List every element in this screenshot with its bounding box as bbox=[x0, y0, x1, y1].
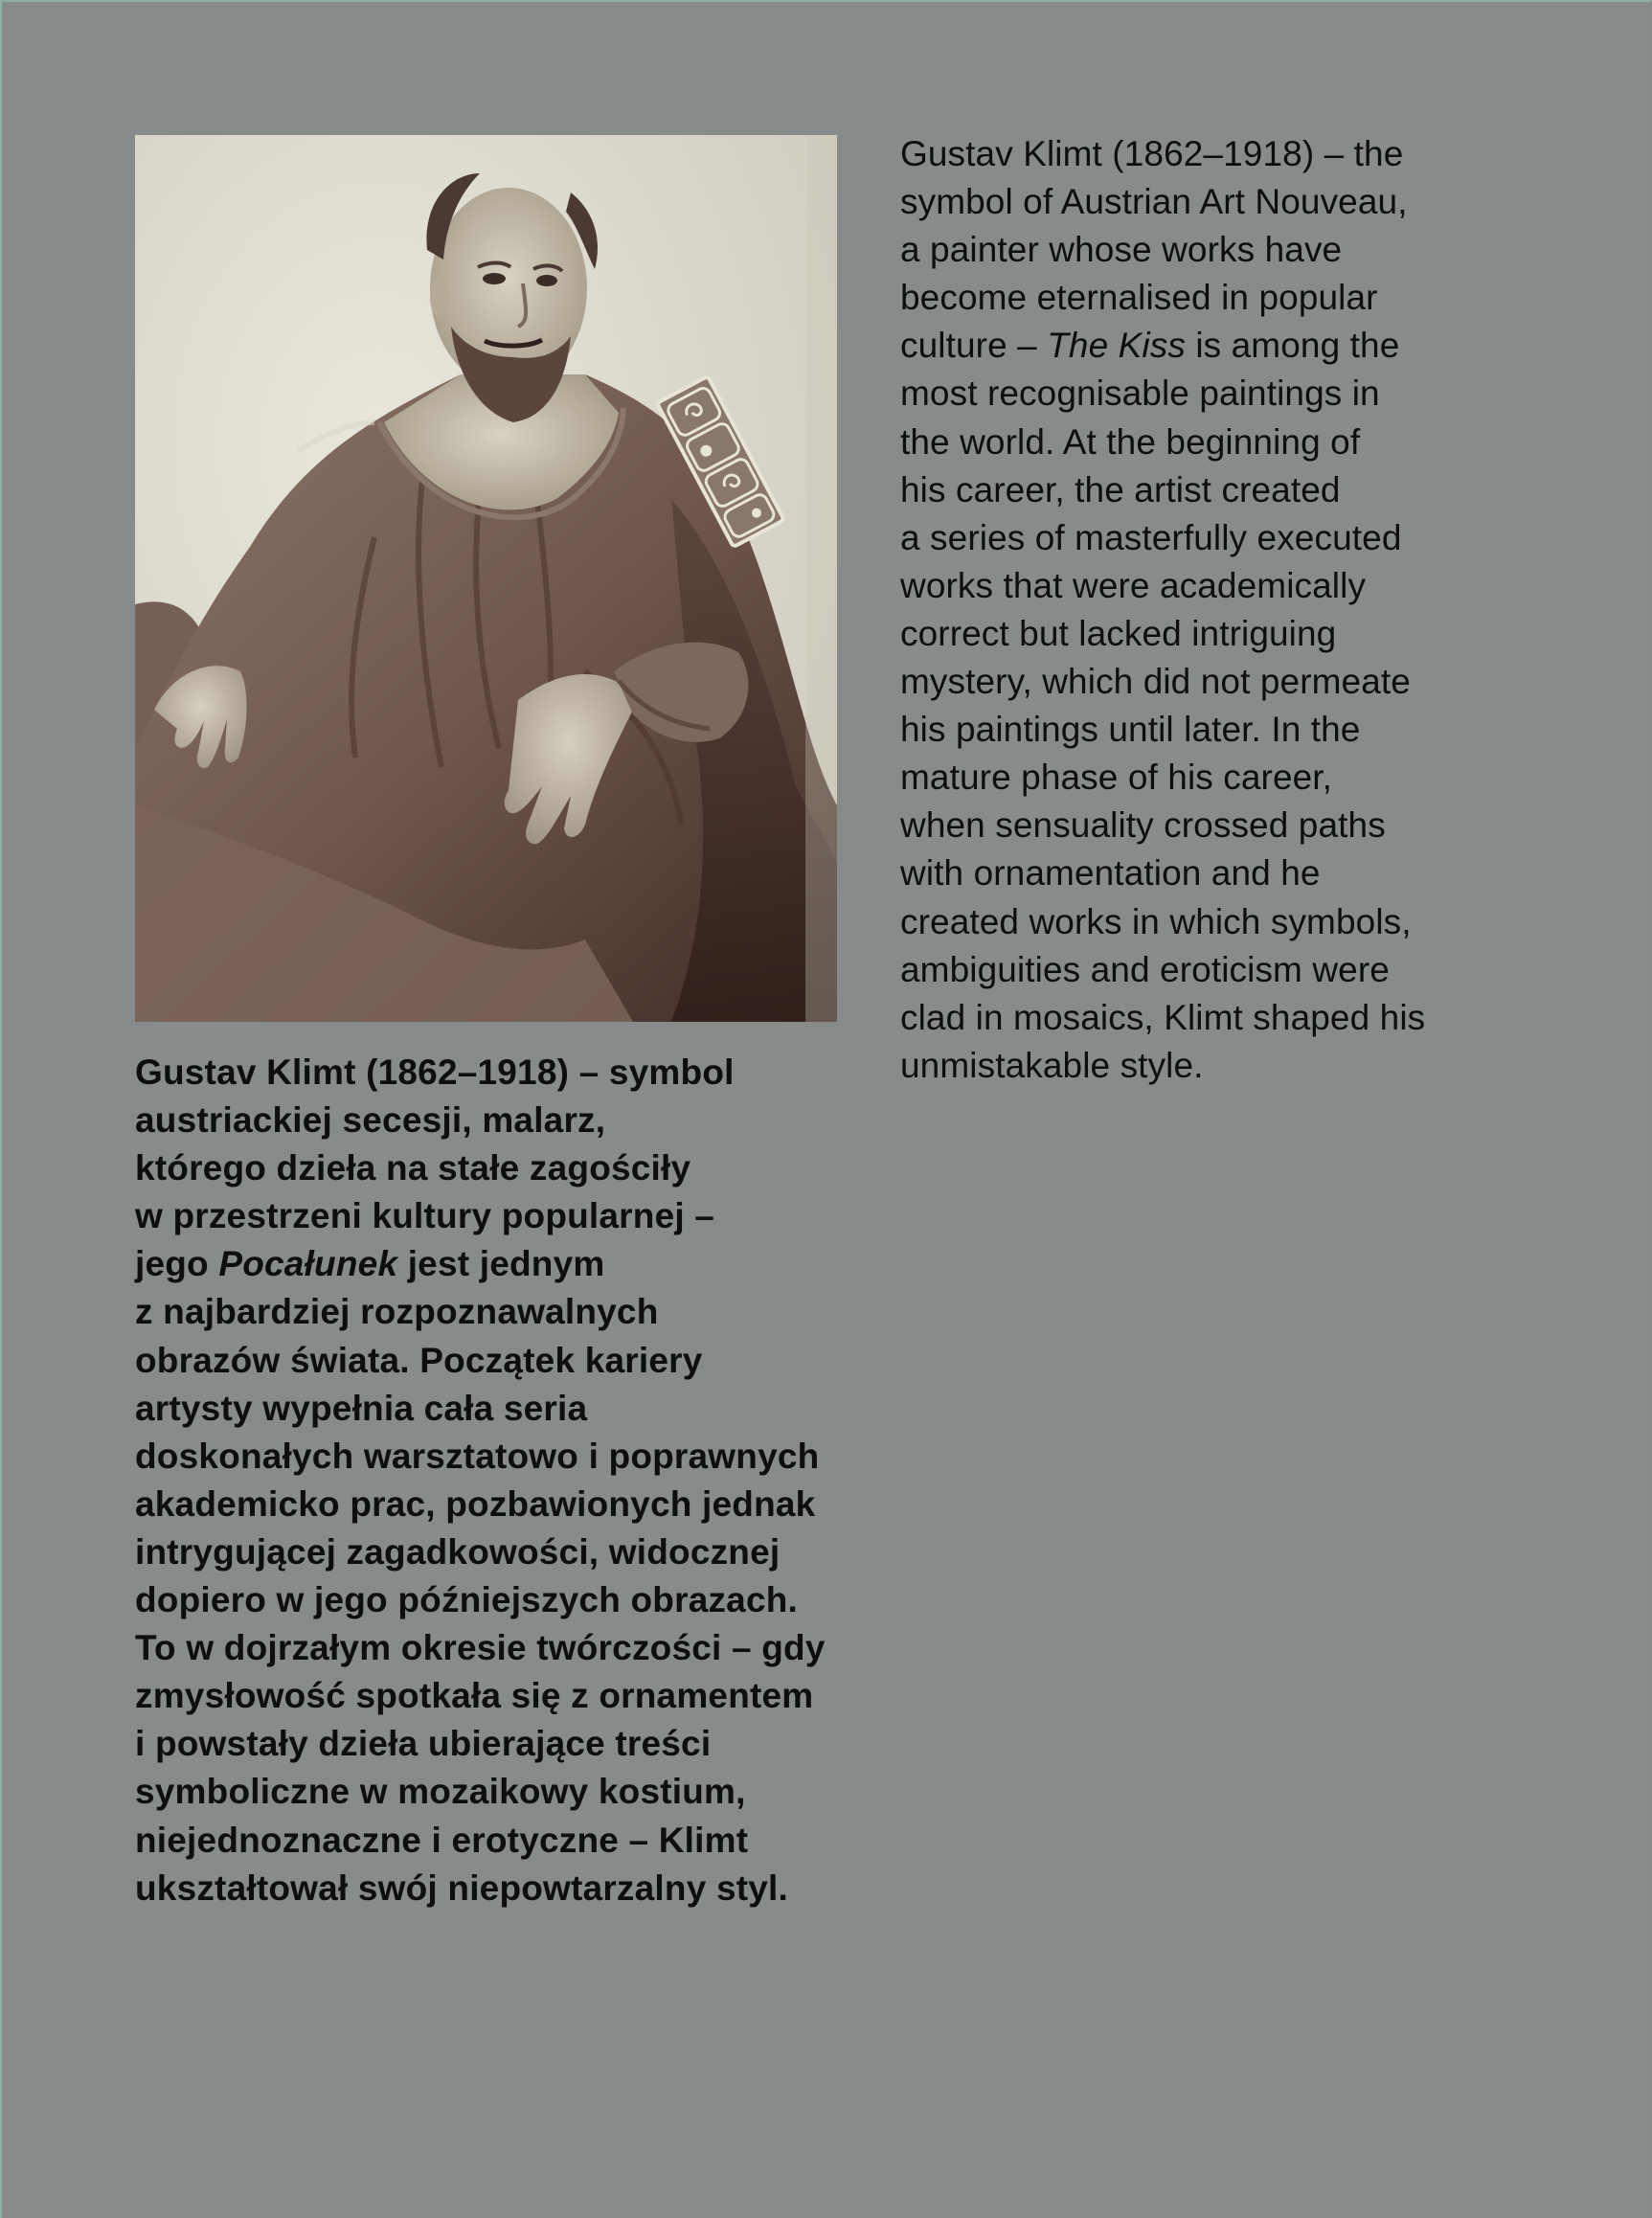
english-text-line: Gustav Klimt (1862–1918) – the bbox=[900, 134, 1404, 173]
english-text-line: with ornamentation and he bbox=[900, 853, 1321, 894]
english-text-line: unmistakable style. bbox=[900, 1045, 1204, 1085]
line-text-before: culture – bbox=[900, 326, 1048, 366]
polish-text-line: z najbardziej rozpoznawalnych bbox=[135, 1292, 659, 1332]
artwork-title: The Kiss bbox=[1047, 326, 1186, 366]
polish-text-line: ukształtował swój niepowtarzalny styl. bbox=[135, 1867, 788, 1908]
english-text-line: mature phase of his career, bbox=[900, 758, 1333, 798]
english-text-line: created works in which symbols, bbox=[900, 901, 1412, 941]
artwork-title: Pocałunek bbox=[218, 1244, 398, 1284]
polish-text-line: niejednoznaczne i erotyczne – Klimt bbox=[135, 1820, 749, 1860]
polish-text-line: dopiero w jego późniejszych obrazach. bbox=[135, 1580, 799, 1620]
english-text-line: a painter whose works have bbox=[900, 230, 1343, 270]
english-text-line: the world. At the beginning of bbox=[900, 421, 1361, 462]
english-text-line: most recognisable paintings in bbox=[900, 373, 1380, 414]
polish-text-line: akademicko prac, pozbawionych jednak bbox=[135, 1483, 816, 1524]
polish-text-line: artysty wypełnia cała seria bbox=[135, 1388, 588, 1428]
english-text-line: when sensuality crossed paths bbox=[900, 805, 1386, 846]
portrait-illustration bbox=[135, 135, 837, 1022]
polish-text-line: Gustav Klimt (1862–1918) – symbol bbox=[135, 1052, 735, 1092]
english-text-line: correct but lacked intriguing bbox=[900, 613, 1337, 653]
polish-text-line: obrazów świata. Początek kariery bbox=[135, 1340, 703, 1380]
polish-text-line: To w dojrzałym okresie twórczości – gdy bbox=[135, 1628, 826, 1668]
polish-text-line: i powstały dzieła ubierające treści bbox=[135, 1724, 712, 1764]
english-text-line: a series of masterfully executed bbox=[900, 517, 1402, 557]
english-text-line: works that were academically bbox=[900, 565, 1367, 605]
english-text-line: his career, the artist created bbox=[900, 469, 1341, 509]
polish-text-line: symboliczne w mozaikowy kostium, bbox=[135, 1772, 746, 1812]
polish-text-line: austriackiej secesji, malarz, bbox=[135, 1100, 606, 1141]
line-text-after: jest jednym bbox=[397, 1244, 605, 1284]
polish-text-line: intrygującej zagadkowości, widocznej bbox=[135, 1531, 781, 1572]
polish-text-line bbox=[135, 1240, 978, 1288]
polish-description bbox=[135, 1049, 978, 1912]
english-text-line: clad in mosaics, Klimt shaped his bbox=[900, 997, 1426, 1037]
portrait-photo bbox=[135, 135, 837, 1022]
english-text-line: become eternalised in popular bbox=[900, 278, 1378, 318]
english-text-line: his paintings until later. In the bbox=[900, 710, 1361, 750]
english-text-line: symbol of Austrian Art Nouveau, bbox=[900, 182, 1408, 222]
english-text-line: ambiguities and eroticism were bbox=[900, 949, 1390, 989]
polish-text-line: którego dzieła na stałe zagościły bbox=[135, 1148, 691, 1188]
english-text-line: mystery, which did not permeate bbox=[900, 662, 1411, 702]
polish-text-line: zmysłowość spotkała się z ornamentem bbox=[135, 1676, 814, 1716]
english-description bbox=[900, 130, 1532, 1090]
english-text-line bbox=[900, 322, 1532, 370]
line-text-before: jego bbox=[135, 1244, 219, 1284]
polish-text-line: w przestrzeni kultury popularnej – bbox=[135, 1196, 715, 1236]
polish-text-line: doskonałych warsztatowo i poprawnych bbox=[135, 1436, 820, 1476]
line-text-after: is among the bbox=[1185, 326, 1400, 366]
